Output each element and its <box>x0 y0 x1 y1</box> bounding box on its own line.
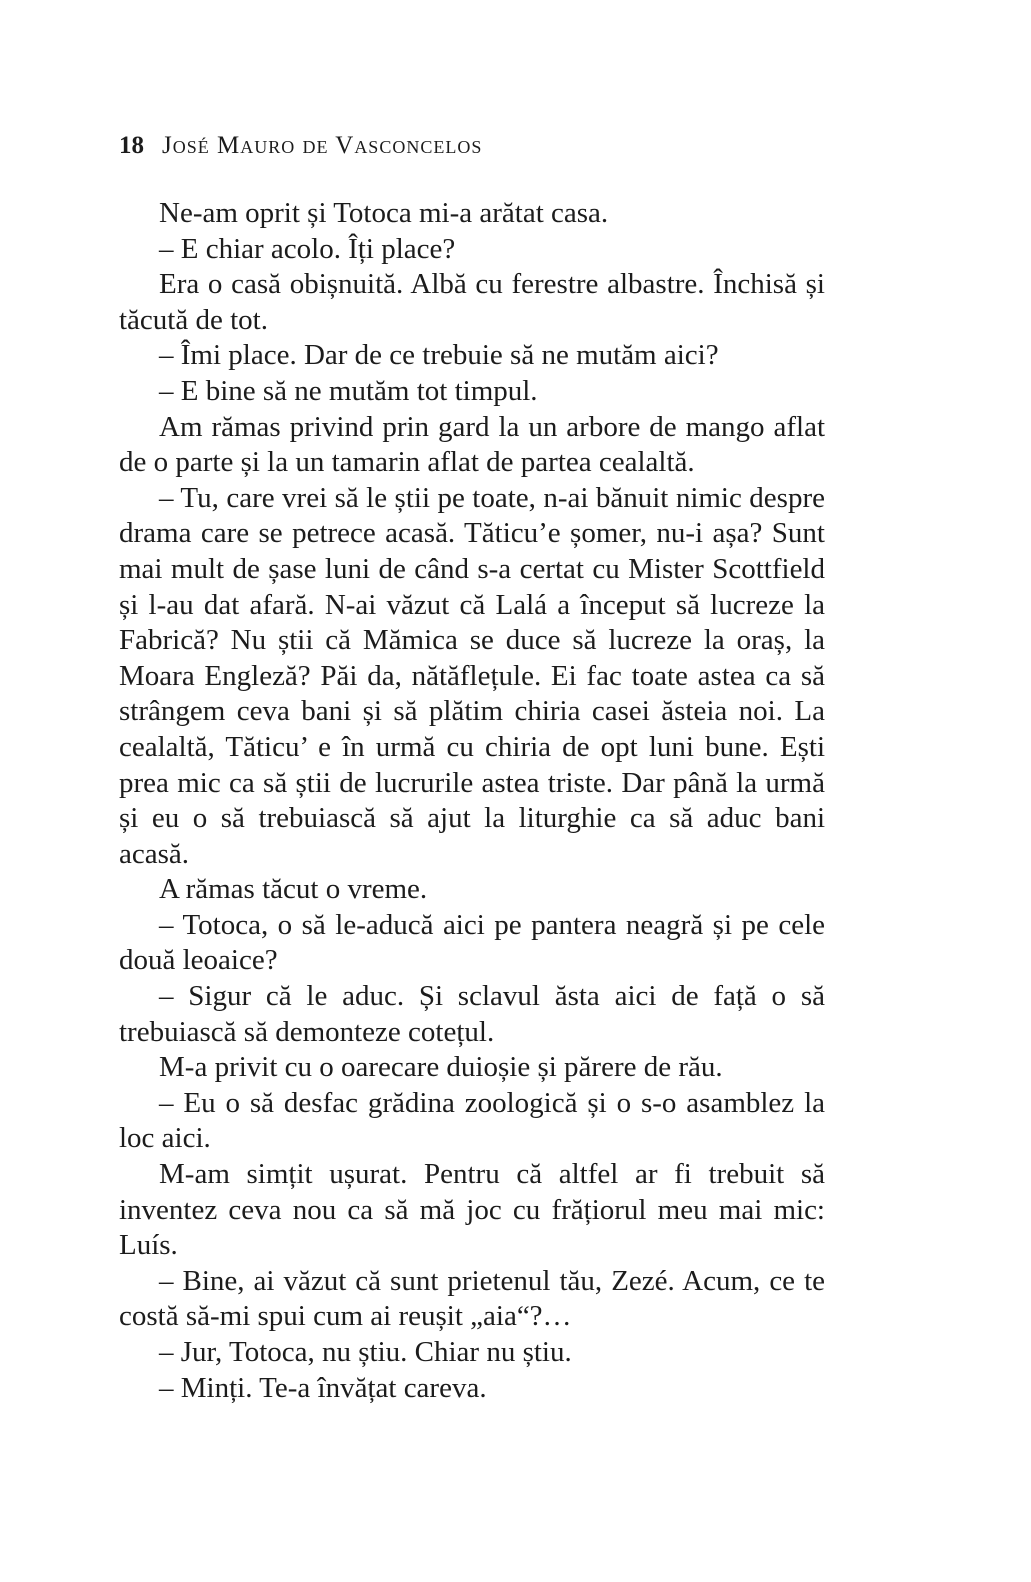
paragraph: M-am simțit ușurat. Pentru că altfel ar fi trebuit să inventez ceva nou ca să mă joc cu frățiorul meu mai mic: Luís. <box>119 1158 825 1262</box>
paragraph: – Tu, care vrei să le știi pe toate, n-ai bănuit nimic despre drama care se petrece acasă. Tăticu’e șomer, nu-i așa? Sunt mai mult de șase luni de când s-a certat cu Mister Scottfield și l-au dat afară. N-ai văzut că Lalá a început să lucreze la Fabrică? Nu știi că Mămica se duce să lucreze la oraș, la Moara Engleză? Păi da, nătăflețule. Ei fac toate astea ca să strângem ceva bani și să plătim chiria casei ăsteia noi. La cealaltă, Tăticu’ e în urmă cu chiria de opt luni bune. Ești prea mic ca să știi de lucrurile astea triste. Dar până la urmă și eu o să trebuiască să ajut la liturghie ca să aduc bani acasă. <box>119 481 825 870</box>
paragraph: A rămas tăcut o vreme. <box>159 873 428 906</box>
paragraph: Am rămas privind prin gard la un arbore de mango aflat de o parte și la un tamarin aflat de partea cealaltă. <box>119 410 825 479</box>
paragraph: – Jur, Totoca, nu știu. Chiar nu știu. <box>159 1336 572 1368</box>
paragraph: – Totoca, o să le-aducă aici pe pantera neagră și pe cele două leoaice? <box>119 908 825 977</box>
paragraph: Era o casă obișnuită. Albă cu ferestre albastre. Închisă și tăcută de tot. <box>119 268 825 336</box>
paragraph: M-a privit cu o oarecare duioșie și părere de rău. <box>159 1051 723 1084</box>
paragraph: – Îmi place. Dar de ce trebuie să ne mutăm aici? <box>159 339 719 372</box>
paragraph: – Bine, ai văzut că sunt prietenul tău, Zezé. Acum, ce te costă să-mi spui cum ai reușit „aia“?… <box>119 1264 825 1333</box>
running-author: José Mauro de Vasconcelos <box>162 132 483 159</box>
paragraph: – Sigur că le aduc. Și sclavul ăsta aici de față o să trebuiască să demonteze cotețul. <box>119 980 825 1048</box>
paragraph: Ne-am oprit și Totoca mi-a arătat casa. <box>159 197 609 229</box>
page-number: 18 <box>119 132 144 159</box>
paragraph: – E bine să ne mutăm tot timpul. <box>159 374 538 407</box>
running-header <box>119 128 482 164</box>
page-body <box>119 196 825 1406</box>
paragraph: – Eu o să desfac grădina zoologică și o s-o asamblez la loc aici. <box>119 1086 825 1155</box>
paragraph: – E chiar acolo. Îți place? <box>159 232 456 265</box>
paragraph: – Minți. Te-a învățat careva. <box>159 1371 487 1404</box>
